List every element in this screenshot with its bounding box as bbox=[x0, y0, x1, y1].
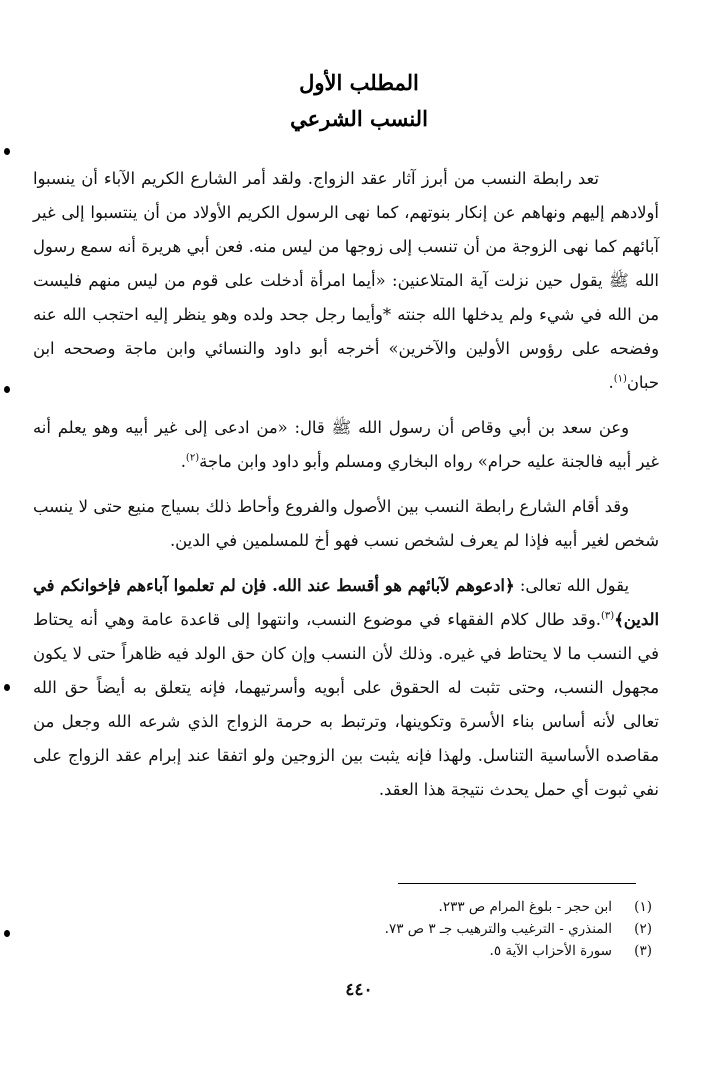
footnote-text: المنذري - الترغيب والترهيب جـ ٣ ص ٧٣. bbox=[384, 921, 612, 937]
footnote-text: ابن حجر - بلوغ المرام ص ٢٣٣. bbox=[438, 899, 612, 915]
scan-mark bbox=[4, 148, 10, 155]
footnote-number: (٢) bbox=[634, 921, 652, 937]
section-title: المطلب الأول bbox=[299, 70, 419, 95]
paragraph-4-start: يقول الله تعالى: bbox=[514, 576, 630, 595]
scan-mark bbox=[4, 386, 10, 393]
section-subtitle: النسب الشرعي bbox=[290, 106, 428, 131]
footnote-3 bbox=[60, 940, 652, 962]
footnote-number: (١) bbox=[634, 899, 652, 915]
footnote-2 bbox=[60, 918, 652, 940]
paragraph-4-text: .وقد طال كلام الفقهاء في موضوع النسب، وانتهوا إلى قاعدة عامة وهي أنه يحتاط في النسب ما لا يحتاط في غيره. وذلك لأن النسب وإن كان حق الولد فيه ظاهراً حتى لا يكون مجهول النسب، وحتى تثبت له الحقوق على أبويه وأسرتيهما، فإنه يتعلق به أيضاً حق الله تعالى لأنه أساس بناء الأسرة وتكوينها، وترتبط به حرمة الزواج الذي شرعه الله وجعل من مقاصده الأساسية التناسل. ولهذا فإنه يثبت بين الزوجين ولو اتفقا عند إبرام عقد الزواج على نفي ثبوت أي حمل يحدث نتيجة هذا العقد. bbox=[33, 610, 659, 799]
footnote-number: (٣) bbox=[634, 943, 652, 959]
scan-mark bbox=[4, 684, 10, 691]
paragraph-1 bbox=[33, 162, 659, 400]
paragraph-3: وقد أقام الشارع رابطة النسب بين الأصول والفروع وأحاط ذلك بسياج منيع حتى لا ينسب شخص لغير أبيه فإذا لم يعرف لشخص نسب فهو أخ للمسلمين في الدين. bbox=[33, 497, 659, 550]
scan-mark bbox=[4, 930, 10, 937]
footnote-ref-2[interactable]: (٢) bbox=[185, 452, 200, 464]
paragraph-1-end: . bbox=[608, 373, 614, 392]
body-text bbox=[33, 162, 659, 818]
footnote-1 bbox=[60, 896, 652, 918]
footnote-divider bbox=[398, 883, 636, 884]
paragraph-4 bbox=[33, 569, 659, 807]
footnote-ref-1[interactable]: (١) bbox=[613, 373, 627, 385]
quran-verse: ﴿ادعوهم لآبائهم هو أقسط عند الله. فإن لم تعلموا آباءهم فإخوانكم في الدين﴾ bbox=[33, 576, 659, 629]
page-number: ٤٤٠ bbox=[345, 980, 373, 1000]
footnote-ref-3[interactable]: (٣) bbox=[601, 610, 615, 622]
footnotes bbox=[60, 896, 652, 962]
paragraph-1-text: تعد رابطة النسب من أبرز آثار عقد الزواج. ولقد أمر الشارع الكريم الآباء أن ينسبوا أولادهم إليهم ونهاهم عن إنكار بنوتهم، كما نهى الرسول الكريم الأولاد من أن ينتسبوا إلى غير آبائهم كما نهى الزوجة من أن تنسب إلى زوجها من ليس منه. فعن أبي هريرة أنه سمع رسول الله ﷺ يقول حين نزلت آية المتلاعنين: «أيما امرأة أدخلت على قوم من ليس منهم فليست من الله في شيء ولم يدخلها الله جنته *وأيما رجل جحد ولده وهو ينظر إليه احتجب الله عنه وفضحه على رؤوس الأولين والآخرين» أخرجه أبو داود والنسائي وابن ماجة وصححه ابن حبان bbox=[33, 169, 659, 392]
paragraph-2 bbox=[33, 411, 659, 479]
paragraph-2-text: وعن سعد بن أبي وقاص أن رسول الله ﷺ قال: «من ادعى إلى غير أبيه وهو يعلم أنه غير أبيه فالجنة عليه حرام» رواه البخاري ومسلم وأبو داود وابن ماجة bbox=[33, 418, 659, 471]
footnote-text: سورة الأحزاب الآية ٥. bbox=[489, 943, 612, 959]
paragraph-2-end: . bbox=[180, 452, 186, 471]
